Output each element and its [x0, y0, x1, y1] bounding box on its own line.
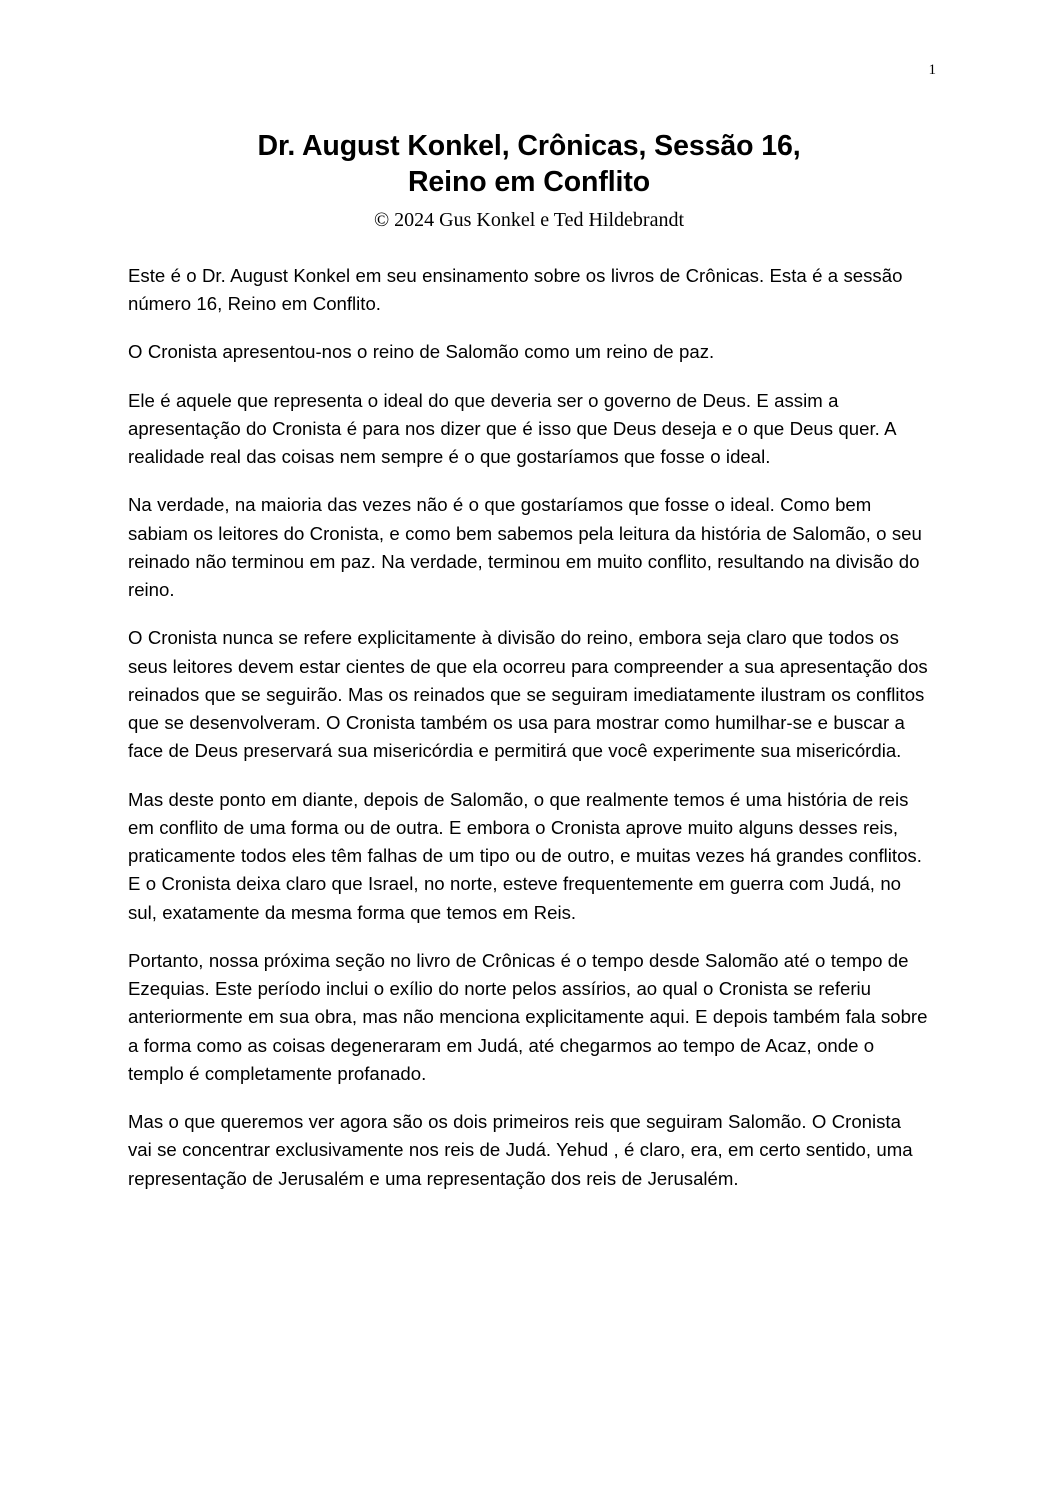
copyright-line: © 2024 Gus Konkel e Ted Hildebrandt: [373, 208, 685, 231]
document-body: [128, 262, 930, 1193]
page-title-line-2: Reino em Conflito: [407, 166, 651, 199]
paragraph: Ele é aquele que representa o ideal do que deveria ser o governo de Deus. E assim a apresentação do Cronista é para nos dizer que é isso que Deus deseja e o que Deus quer. A realidade real das coisas nem sempre é o que gostaríamos que fosse o ideal.: [128, 389, 896, 468]
page-title-line-1: Dr. August Konkel, Crônicas, Sessão 16,: [257, 130, 801, 162]
paragraph: Portanto, nossa próxima seção no livro de Crônicas é o tempo desde Salomão até o tempo de Ezequias. Este período inclui o exílio do norte pelos assírios, ao qual o Cronista se referiu anteriormente em sua obra, mas não menciona explicitamente aqui. E depois também fala sobre a forma como as coisas degeneraram em Judá, até chegarmos ao tempo de Acaz, onde o templo é completamente profanado.: [128, 949, 928, 1084]
page-title: [128, 128, 930, 201]
paragraph: Mas deste ponto em diante, depois de Salomão, o que realmente temos é uma história de reis em conflito de uma forma ou de outra. E embora o Cronista aprove muito alguns desses reis, praticamente todos eles têm falhas de um tipo ou de outro, e muitas vezes há grandes conflitos. E o Cronista deixa claro que Israel, no norte, esteve frequentemente em guerra com Judá, no sul, exatamente da mesma forma que temos em Reis.: [128, 788, 922, 923]
paragraph: Na verdade, na maioria das vezes não é o que gostaríamos que fosse o ideal. Como bem sabiam os leitores do Cronista, e como bem sabemos pela leitura da história de Salomão, o seu reinado não terminou em paz. Na verdade, terminou em muito conflito, resultando na divisão do reino.: [128, 494, 922, 601]
paragraph: Este é o Dr. August Konkel em seu ensinamento sobre os livros de Crônicas. Esta é a sessão número 16, Reino em Conflito.: [128, 264, 903, 315]
paragraph: Mas o que queremos ver agora são os dois primeiros reis que seguiram Salomão. O Cronista vai se concentrar exclusivamente nos reis de Judá. Yehud , é claro, era, em certo sentido, uma representação de Jerusalém e uma representação dos reis de Jerusalém.: [128, 1111, 913, 1189]
paragraph: O Cronista apresentou-nos o reino de Salomão como um reino de paz.: [128, 341, 715, 363]
paragraph: O Cronista nunca se refere explicitamente à divisão do reino, embora seja claro que todos os seus leitores devem estar cientes de que ela ocorreu para compreender a sua apresentação dos reinados que se seguirão. Mas os reinados que se seguiram imediatamente ilustram os conflitos que se desenvolveram. O Cronista também os usa para mostrar como humilhar-se e buscar a face de Deus preservará sua misericórdia e permitirá que você experimente sua misericórdia.: [128, 627, 928, 762]
page-number: 1: [928, 62, 936, 78]
